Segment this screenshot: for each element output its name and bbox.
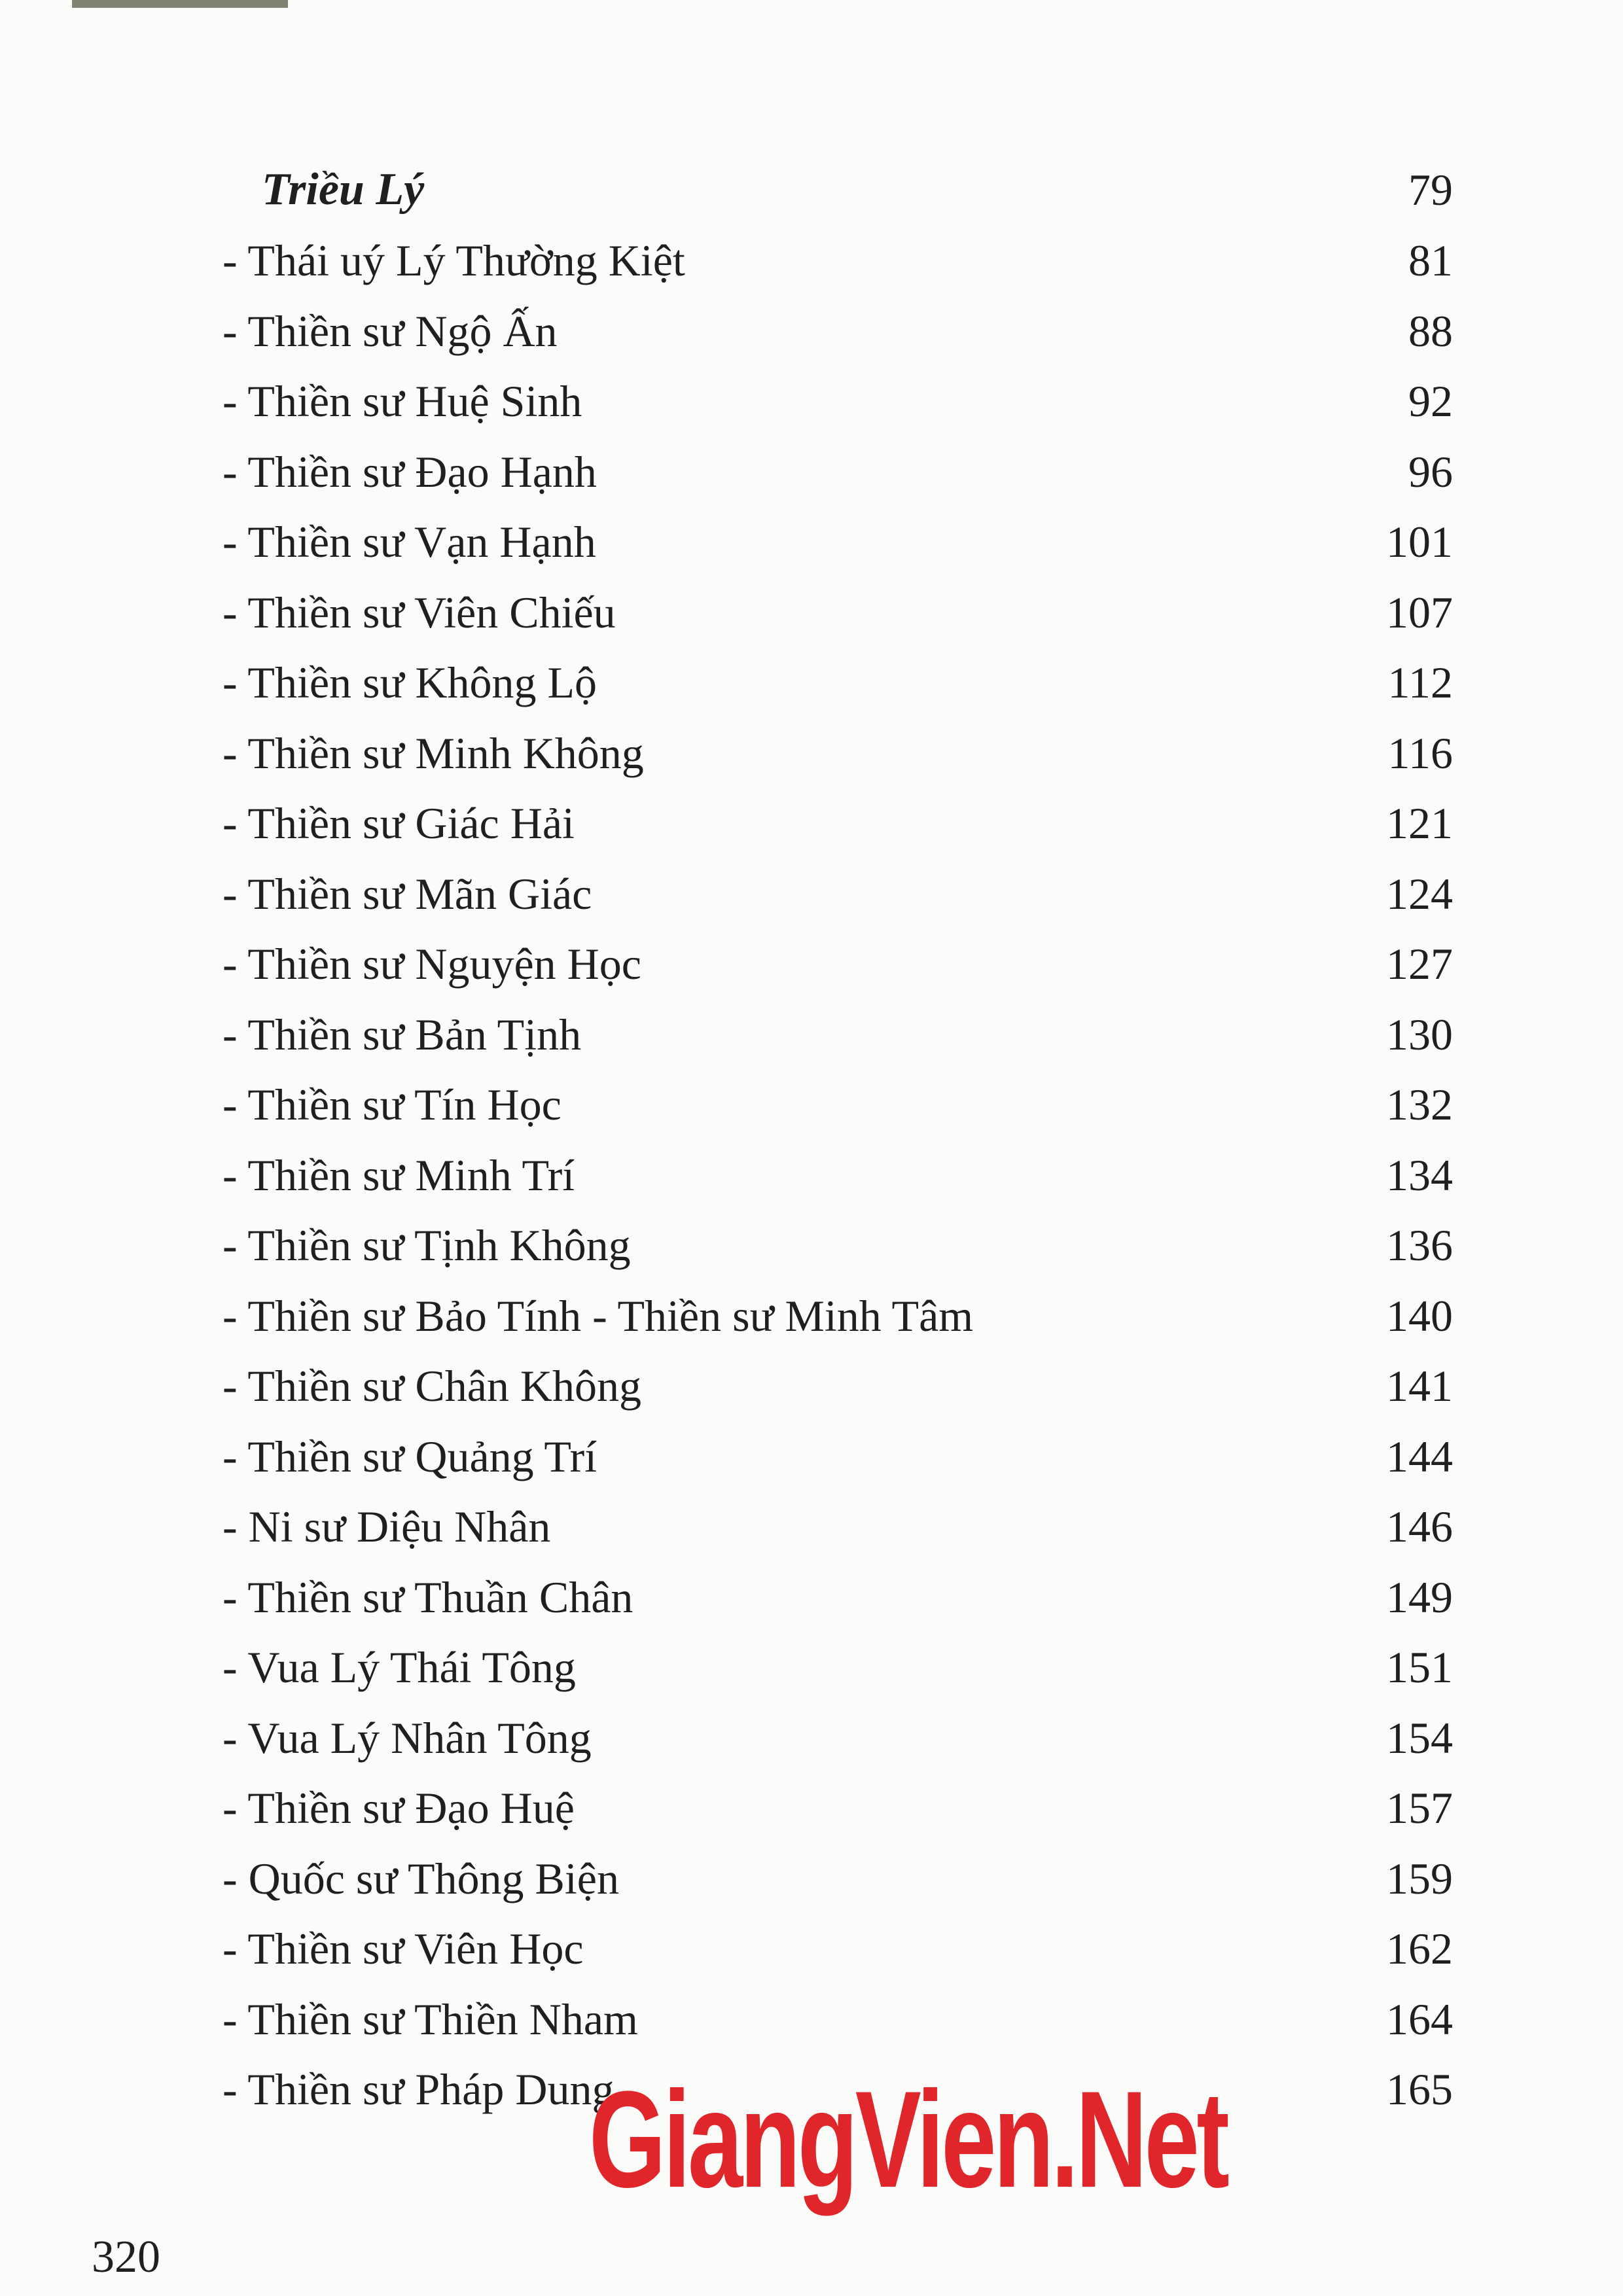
toc-entry-page: 159 [1386, 1853, 1453, 1903]
page-number: 320 [92, 2232, 160, 2282]
toc-entry-title: - Thiền sư Chân Không [223, 1361, 641, 1411]
toc-entry-title: - Thiền sư Vạn Hạnh [223, 517, 596, 567]
toc-entry [196, 931, 1453, 1002]
toc-entry-page: 140 [1386, 1290, 1453, 1341]
toc-entry-title: - Vua Lý Thái Tông [223, 1642, 576, 1692]
toc-entry-page: 134 [1386, 1150, 1453, 1200]
toc-entry-page: 162 [1386, 1924, 1453, 1973]
toc-entry [196, 1283, 1453, 1354]
toc-entry-page: 101 [1386, 517, 1453, 567]
toc-entry [196, 1002, 1453, 1072]
toc-entry [196, 650, 1453, 720]
toc-entry-page: 127 [1386, 939, 1453, 989]
toc-entry-title: - Thiền sư Không Lộ [223, 658, 597, 707]
toc-entry-title: - Thiền sư Tịnh Không [223, 1220, 631, 1270]
section-heading-page: 79 [1408, 165, 1453, 215]
toc-entry-title: - Thiền sư Pháp Dung [223, 2064, 615, 2114]
toc-entry [196, 298, 1453, 369]
toc-entry-list [196, 228, 1453, 2127]
toc-entry-page: 151 [1386, 1642, 1453, 1692]
toc-entry-title: - Thiền sư Nguyện Học [223, 939, 641, 989]
toc-entry [196, 1424, 1453, 1494]
toc-entry [196, 790, 1453, 861]
top-edge-rule [72, 0, 288, 8]
toc-entry-title: - Ni sư Diệu Nhân [223, 1502, 551, 1551]
toc-entry [196, 439, 1453, 510]
toc-entry [196, 368, 1453, 439]
toc-entry-title: - Thiền sư Giác Hải [223, 798, 575, 848]
toc-entry-page: 130 [1386, 1009, 1453, 1059]
toc-entry [196, 1564, 1453, 1635]
toc-entry-page: 141 [1386, 1361, 1453, 1411]
toc-entry [196, 720, 1453, 791]
toc-entry [196, 1072, 1453, 1142]
toc-entry [196, 1634, 1453, 1705]
toc-entry-title: - Thiền sư Đạo Hạnh [223, 446, 597, 497]
toc-entry [196, 861, 1453, 932]
toc-entry-title: - Thiền sư Thuần Chân [223, 1572, 633, 1622]
toc-entry-page: 92 [1408, 376, 1453, 426]
toc-entry-title: - Thiền sư Minh Không [223, 728, 644, 778]
toc-entry [196, 580, 1453, 650]
toc-entry-page: 157 [1386, 1783, 1453, 1833]
toc-entry [196, 228, 1453, 298]
toc-entry-page: 136 [1386, 1220, 1453, 1270]
section-heading: Triều Lý [262, 164, 425, 215]
toc-entry [196, 1987, 1453, 2057]
toc-entry-title: - Thiền sư Viên Chiếu [223, 587, 616, 637]
toc-entry-title: - Thái uý Lý Thường Kiệt [223, 236, 685, 285]
toc-entry [196, 1494, 1453, 1564]
toc-entry-page: 164 [1386, 1994, 1453, 2044]
toc-entry [196, 1916, 1453, 1987]
toc-entry [196, 1212, 1453, 1283]
toc-entry-page: 124 [1386, 868, 1453, 919]
toc-entry [196, 1705, 1453, 1776]
toc-entry [196, 1846, 1453, 1916]
toc-entry-page: 132 [1386, 1080, 1453, 1129]
toc-entry [196, 509, 1453, 580]
toc-entry-title: - Thiền sư Quảng Trí [223, 1431, 597, 1481]
toc-entry-page: 149 [1386, 1572, 1453, 1622]
toc-entry-page: 112 [1387, 658, 1453, 707]
toc-entry-page: 165 [1386, 2064, 1453, 2114]
toc-entry [196, 1142, 1453, 1213]
toc-entry-page: 88 [1408, 306, 1453, 356]
watermark-logo: GiangVien.Net [589, 2062, 1227, 2216]
toc-entry-title: - Vua Lý Nhân Tông [223, 1712, 592, 1763]
toc-entry-page: 107 [1386, 587, 1453, 637]
toc-entry-page: 146 [1386, 1502, 1453, 1551]
toc-entry-page: 154 [1386, 1712, 1453, 1763]
toc-entry-title: - Thiền sư Bản Tịnh [223, 1009, 582, 1059]
toc-entry-title: - Thiền sư Thiền Nham [223, 1994, 638, 2044]
toc-entry-page: 81 [1408, 236, 1453, 285]
toc-entry-title: - Thiền sư Huệ Sinh [223, 376, 582, 426]
toc-entry-title: - Thiền sư Đạo Huệ [223, 1783, 575, 1833]
toc-entry [196, 1353, 1453, 1424]
toc-entry-title: - Thiền sư Tín Học [223, 1080, 562, 1129]
toc-entry-page: 121 [1386, 798, 1453, 848]
toc-entry-title: - Thiền sư Viên Học [223, 1924, 584, 1973]
toc-entry-page: 116 [1387, 728, 1453, 778]
toc-entry-title: - Quốc sư Thông Biện [223, 1853, 619, 1903]
toc-entry-page: 96 [1408, 446, 1453, 497]
toc-entry-title: - Thiền sư Ngộ Ấn [223, 306, 558, 356]
toc-entry-title: - Thiền sư Mãn Giác [223, 868, 592, 919]
toc-entry-title: - Thiền sư Minh Trí [223, 1150, 575, 1200]
toc-entry [196, 1775, 1453, 1846]
toc-entry-page: 144 [1386, 1431, 1453, 1481]
toc-entry-title: - Thiền sư Bảo Tính - Thiền sư Minh Tâm [223, 1290, 974, 1341]
